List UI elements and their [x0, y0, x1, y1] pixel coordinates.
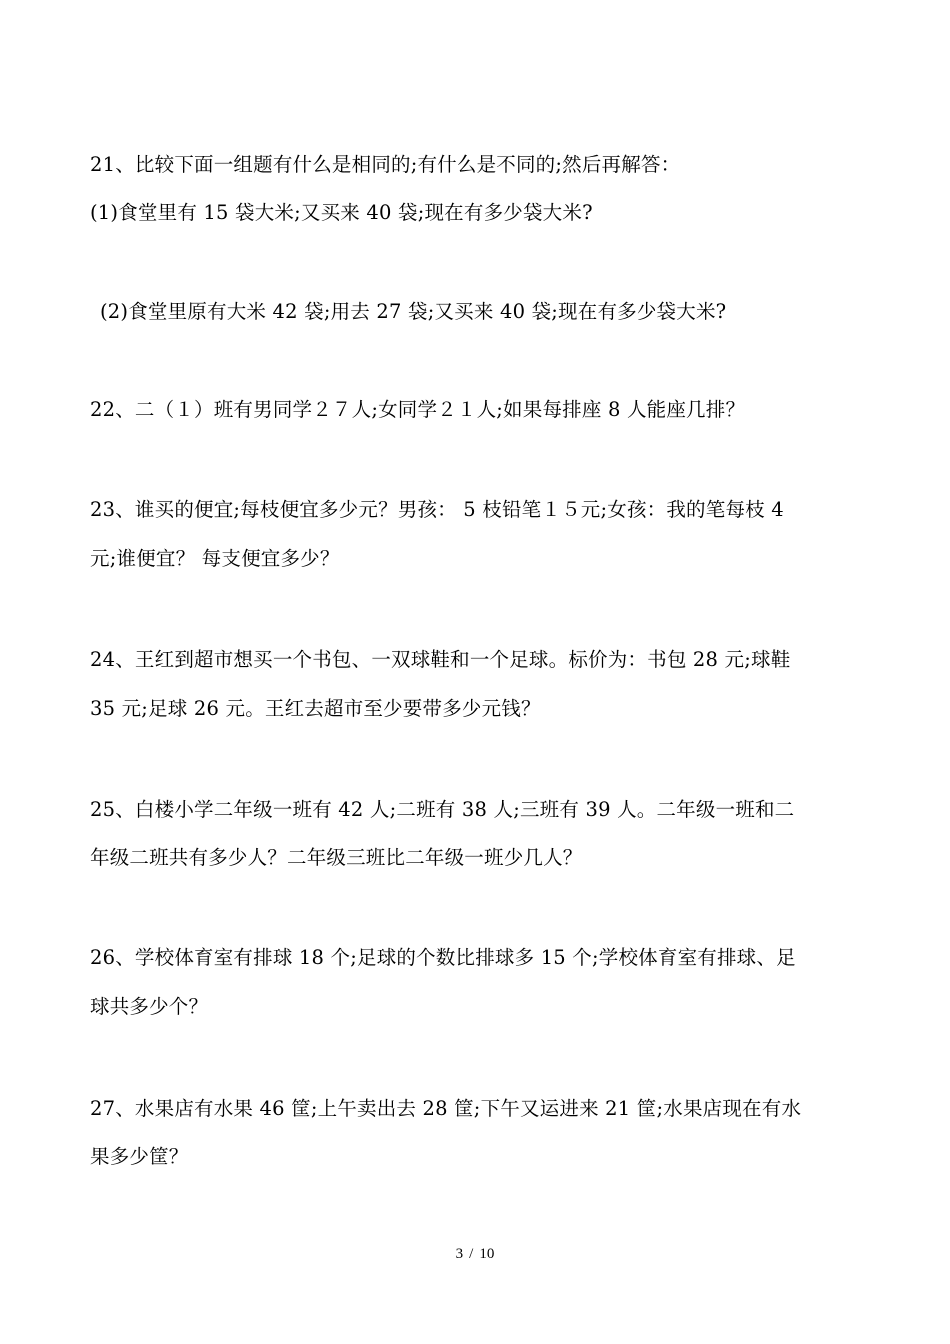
page-separator: /	[469, 1246, 474, 1262]
question-27-line-1: 27、水果店有水果 46 筐;上午卖出去 28 筐;下午又运进来 21 筐;水果店现在有水	[90, 1097, 802, 1120]
question-25-line-1: 25、白楼小学二年级一班有 42 人;二班有 38 人;三班有 39 人。二年级一班和二	[90, 798, 795, 821]
question-25-line-2: 年级二班共有多少人？二年级三班比二年级一班少几人？	[90, 846, 583, 869]
question-27-line-2: 果多少筐？	[90, 1145, 189, 1168]
question-23-line-1: 23、谁买的便宜;每枝便宜多少元？男孩： 5 枝铅笔１５元;女孩：我的笔每枝 4	[90, 498, 784, 521]
question-26-line-1: 26、学校体育室有排球 18 个;足球的个数比排球多 15 个;学校体育室有排球、足	[90, 946, 796, 969]
current-page-number: 3	[455, 1246, 464, 1262]
question-26-line-2: 球共多少个？	[90, 995, 209, 1018]
page-number	[0, 1244, 950, 1264]
total-page-count: 10	[479, 1246, 495, 1262]
question-24-line-1: 24、王红到超市想买一个书包、一双球鞋和一个足球。标价为：书包 28 元;球鞋	[90, 648, 791, 671]
question-24-line-2: 35 元;足球 26 元。王红去超市至少要带多少元钱？	[90, 697, 541, 720]
question-23-line-2: 元;谁便宜？ 每支便宜多少？	[90, 547, 340, 570]
question-22-line-1: 22、二（１）班有男同学２７人;女同学２１人;如果每排座 8 人能座几排？	[90, 398, 746, 421]
question-21-line-1: 21、比较下面一组题有什么是相同的;有什么是不同的;然后再解答：	[90, 153, 681, 176]
question-21-part-2: (2)食堂里原有大米 42 袋;用去 27 袋;又买来 40 袋;现在有多少袋大米?	[100, 300, 727, 323]
question-21-part-1: (1)食堂里有 15 袋大米;又买来 40 袋;现在有多少袋大米?	[90, 201, 593, 224]
